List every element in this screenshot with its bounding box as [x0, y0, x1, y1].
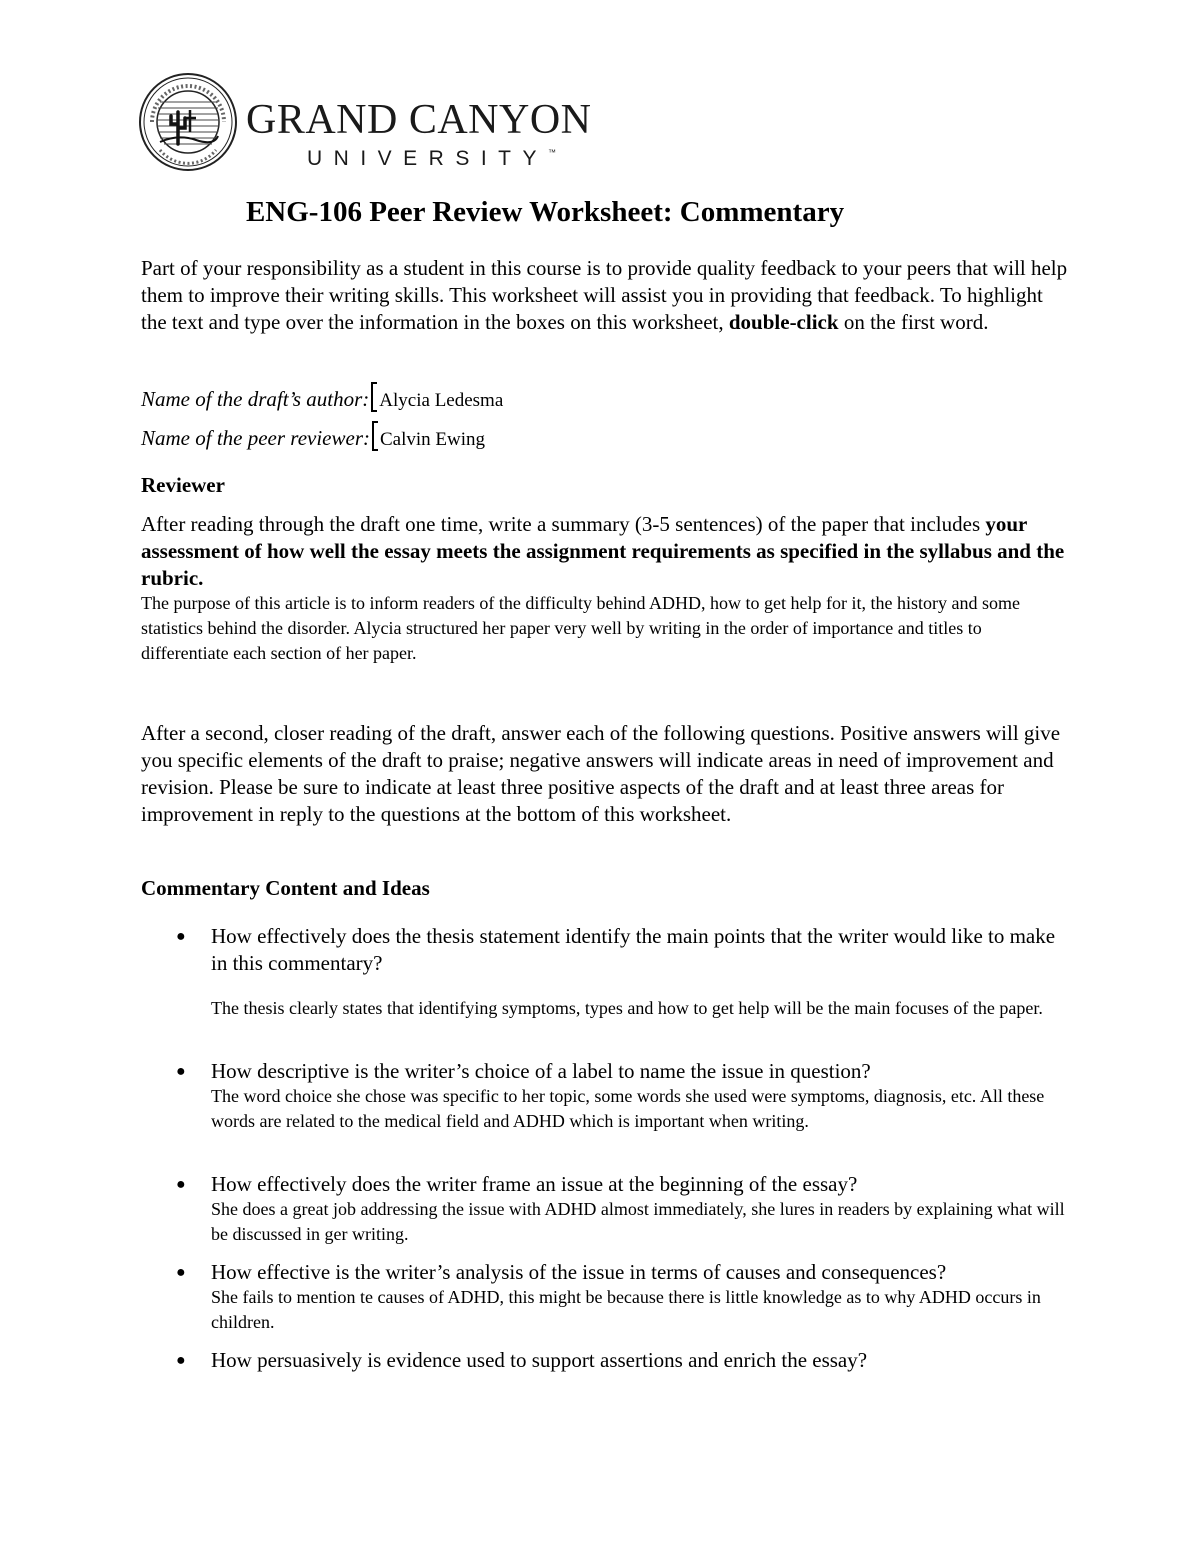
answer-3[interactable]: She does a great job addressing the issue with ADHD almost immediately, she lures in readers by explaining what will be discussed in ger writing. [211, 1199, 1065, 1244]
wordmark-sub: UNIVERSITY™ [307, 147, 557, 170]
reviewer-field [141, 421, 485, 455]
bullet-icon: ● [176, 928, 186, 945]
wordmark [246, 98, 592, 142]
reviewer-prompt: After reading through the draft one time, write a summary (3-5 sentences) of the paper that includes your assessment of how well the essay meets the assignment requirements as specified in the syllabus and the rubric. [141, 512, 1065, 590]
bullet-icon: ● [176, 1063, 186, 1080]
university-logo [138, 72, 598, 172]
author-input[interactable]: Alycia Ledesma [379, 390, 504, 411]
bullet-icon: ● [176, 1176, 186, 1193]
reviewer-summary[interactable]: The purpose of this article is to inform readers of the difficulty behind ADHD, how to get help for it, the history and some statistics behind the disorder. Alycia structured her paper very well by writing in the order of importance and titles to differentiate each section of her paper. [141, 593, 1020, 663]
answer-4[interactable]: She fails to mention te causes of ADHD, this might be because there is little knowledge as to why ADHD occurs in children. [211, 1287, 1041, 1332]
university-seal-icon [138, 72, 238, 172]
answer-1[interactable]: The thesis clearly states that identifying symptoms, types and how to get help will be the main focuses of the paper. [211, 998, 1043, 1018]
question-4: How effective is the writer’s analysis of the issue in terms of causes and consequences? [211, 1260, 947, 1284]
author-field [141, 382, 503, 416]
question-2: How descriptive is the writer’s choice of a label to name the issue in question? [211, 1059, 871, 1083]
question-3: How effectively does the writer frame an issue at the beginning of the essay? [211, 1172, 858, 1196]
question-5: How persuasively is evidence used to support assertions and enrich the essay? [211, 1348, 868, 1372]
intro-paragraph: Part of your responsibility as a student in this course is to provide quality feedback to your peers that will help them to improve their writing skills. This worksheet will assist you in providing that feedback. To highlight the text and type over the information in the boxes on this worksheet, double-click on the first word. [141, 256, 1068, 334]
page-title: ENG-106 Peer Review Worksheet: Commentary [245, 196, 845, 228]
section-heading: Commentary Content and Ideas [141, 876, 430, 900]
bullet-icon: ● [176, 1264, 186, 1281]
reviewer-heading: Reviewer [141, 473, 225, 497]
form-field-bracket [372, 421, 378, 451]
reviewer-input[interactable]: Calvin Ewing [379, 429, 486, 450]
wordmark-main: GRAND CANYON [246, 97, 592, 143]
author-label: Name of the draft’s author: [141, 387, 370, 411]
second-reading-paragraph: After a second, closer reading of the draft, answer each of the following questions. Positive answers will give you specific elements of the draft to praise; negative answers will indicate areas in need of improvement and revision. Please be sure to indicate at least three positive aspects of the draft and at least three areas for improvement in reply to the questions at the bottom of this worksheet. [141, 721, 1061, 826]
form-field-bracket [371, 382, 377, 412]
reviewer-label: Name of the peer reviewer: [141, 426, 370, 450]
answer-2[interactable]: The word choice she chose was specific to her topic, some words she used were symptoms, diagnosis, etc. All these words are related to the medical field and ADHD which is important when writing. [211, 1086, 1045, 1131]
bullet-icon: ● [176, 1352, 186, 1369]
question-1: How effectively does the thesis statement identify the main points that the writer would like to make in this commentary? [211, 924, 1056, 975]
